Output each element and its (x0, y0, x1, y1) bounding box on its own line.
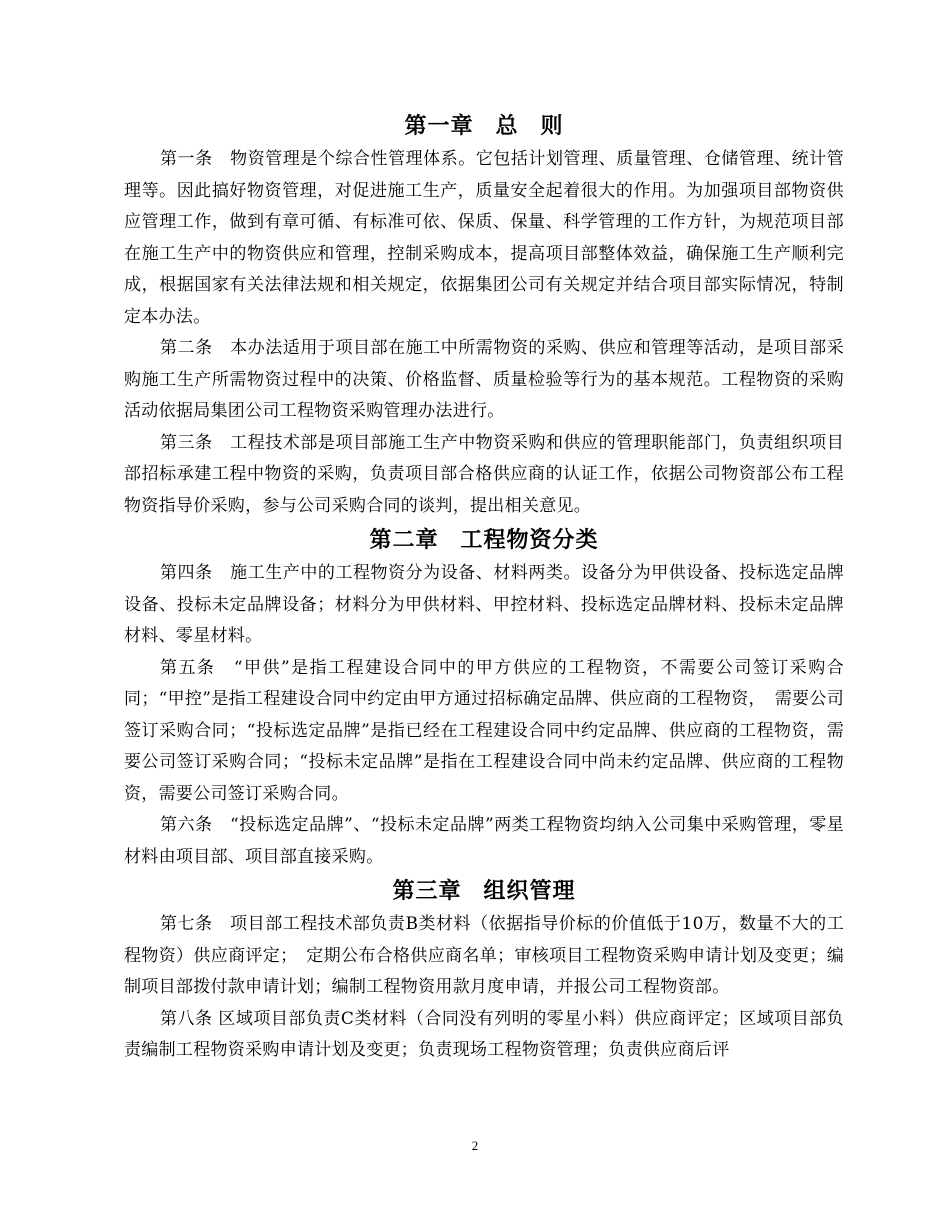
chapter-3-title (124, 873, 844, 909)
chapter-3-number: 第三章 (392, 878, 462, 904)
article-4: 第四条 施工生产中的工程物资分为设备、材料两类。设备分为甲供设备、投标选定品牌设备、投标未定品牌设备；材料分为甲供材料、甲控材料、投标选定品牌材料、投标未定品牌材料、零星材料。 (124, 563, 844, 646)
article-7: 第七条 项目部工程技术部负责B类材料（依据指导价标的价值低于10万，数量不大的工程物资）供应商评定； 定期公布合格供应商名单；审核项目工程物资采购申请计划及变更；编制项目部拨付款申请计划；编制工程物资用款月度申请，并报公司工程物资部。 (124, 914, 844, 997)
article-3: 第三条 工程技术部是项目部施工生产中物资采购和供应的管理职能部门，负责组织项目部招标承建工程中物资的采购，负责项目部合格供应商的认证工作，依据公司物资部公布工程物资指导价采购，参与公司采购合同的谈判，提出相关意见。 (124, 432, 844, 516)
chapter-2-number: 第二章 (369, 527, 439, 553)
chapter-1-number: 第一章 (404, 113, 474, 139)
article-1: 第一条 物资管理是个综合性管理体系。它包括计划管理、质量管理、仓储管理、统计管理等。因此搞好物资管理，对促进施工生产，质量安全起着很大的作用。为加强项目部物资供应管理工作，做到有章可循、有标准可依、保质、保量、科学管理的工作方针，为规范项目部在施工生产中的物资供应和管理，控制采购成本，提高项目部整体效益，确保施工生产顺利完成，根据国家有关法律法规和相关规定，依据集团公司有关规定并结合项目部实际情况，特制定本办法。 (124, 149, 844, 327)
chapter-1-name-part2: 则 (540, 113, 564, 139)
chapter-1-name-part1: 总 (495, 113, 519, 139)
chapter-2-name: 工程物资分类 (460, 527, 599, 553)
page-number: 2 (471, 1138, 479, 1153)
chapter-2-title (124, 522, 844, 558)
article-5: 第五条 “甲供”是指工程建设合同中的甲方供应的工程物资，不需要公司签订采购合同；“甲控”是指工程建设合同中约定由甲方通过招标确定品牌、供应商的工程物资， 需要公司签订采购合同；“投标选定品牌”是指已经在工程建设合同中约定品牌、供应商的工程物资，需要公司签订采购合同；“投标未定品牌”是指在工程建设合同中尚未约定品牌、供应商的工程物资，需要公司签订采购合同。 (124, 657, 844, 804)
document-page (124, 108, 844, 1067)
chapter-1-title (124, 108, 844, 144)
article-2: 第二条 本办法适用于项目部在施工中所需物资的采购、供应和管理等活动，是项目部采购施工生产所需物资过程中的决策、价格监督、质量检验等行为的基本规范。工程物资的采购活动依据局集团公司工程物资采购管理办法进行。 (124, 338, 844, 421)
chapter-3-name: 组织管理 (483, 878, 576, 904)
article-8: 第八条 区域项目部负责C类材料（合同没有列明的零星小料）供应商评定；区域项目部负责编制工程物资采购申请计划及变更；负责现场工程物资管理；负责供应商后评 (124, 1008, 844, 1060)
article-6: 第六条 “投标选定品牌”、“投标未定品牌”两类工程物资均纳入公司集中采购管理，零星材料由项目部、项目部直接采购。 (124, 815, 844, 867)
